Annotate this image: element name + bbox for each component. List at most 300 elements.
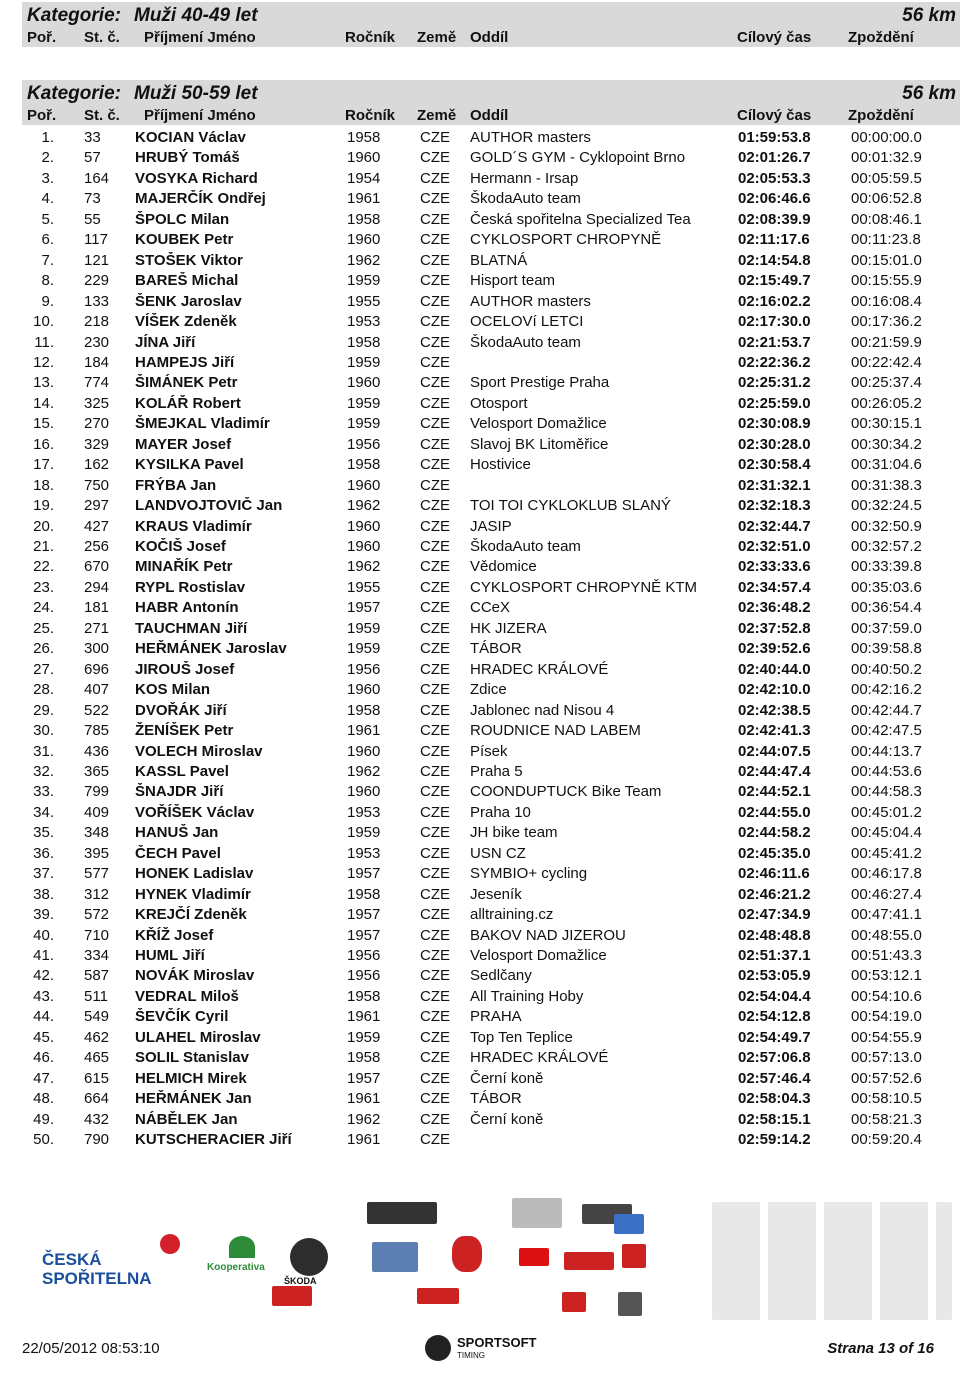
- finish-time: 02:54:12.8: [738, 1008, 811, 1026]
- position: 25.: [33, 619, 54, 637]
- country: CZE: [420, 967, 450, 985]
- time-behind: 00:30:34.2: [851, 435, 922, 453]
- start-number: 577: [84, 865, 110, 883]
- start-number: 256: [84, 538, 110, 555]
- country: CZE: [420, 1110, 450, 1128]
- category-band-2: [22, 80, 960, 125]
- club: All Training Hoby: [470, 987, 584, 1005]
- club: OCELOVí LETCI: [470, 313, 584, 331]
- finish-time: 02:57:06.8: [738, 1049, 811, 1067]
- print-datetime: 22/05/2012 08:53:10: [22, 1340, 160, 1357]
- birth-year: 1958: [347, 333, 381, 351]
- birth-year: 1959: [347, 272, 381, 290]
- time-behind: 00:33:39.8: [851, 558, 922, 576]
- start-number: 334: [84, 947, 110, 964]
- position: 19.: [33, 497, 54, 515]
- country: CZE: [420, 906, 450, 924]
- start-number: 57: [84, 149, 101, 167]
- table-row: [0, 435, 960, 456]
- start-number: 785: [84, 722, 110, 740]
- col-header-name: Příjmení Jméno: [144, 107, 256, 124]
- athlete-name: TAUCHMAN Jiří: [135, 619, 248, 637]
- club: Hostivice: [470, 456, 531, 474]
- club: Hermann - Irsap: [470, 169, 579, 187]
- finish-time: 02:21:53.7: [738, 333, 811, 351]
- finish-time: 02:54:49.7: [738, 1028, 811, 1046]
- finish-time: 02:42:41.3: [738, 722, 811, 740]
- col-header-name: Příjmení Jméno: [144, 29, 256, 46]
- position: 18.: [33, 476, 54, 494]
- club: Praha 10: [470, 803, 531, 821]
- category-band-1: [22, 2, 960, 47]
- position: 5.: [41, 210, 54, 228]
- start-number: 750: [84, 476, 110, 494]
- time-behind: 00:42:16.2: [851, 681, 922, 699]
- birth-year: 1959: [347, 640, 381, 658]
- finish-time: 02:16:02.2: [738, 292, 811, 310]
- time-behind: 00:42:47.5: [851, 722, 922, 740]
- sportsoft-logo: SPORTSOFT TIMING: [425, 1333, 535, 1367]
- start-number: 407: [84, 681, 110, 699]
- finish-time: 01:59:53.8: [738, 129, 811, 146]
- table-row: [0, 517, 960, 538]
- table-row: [0, 823, 960, 844]
- club: HK JIZERA: [470, 619, 547, 637]
- country: CZE: [420, 803, 450, 821]
- birth-year: 1957: [347, 865, 381, 883]
- birth-year: 1956: [347, 967, 381, 985]
- finish-time: 02:30:28.0: [738, 435, 811, 453]
- club: USN CZ: [470, 844, 526, 862]
- birth-year: 1956: [347, 947, 381, 964]
- athlete-name: VOSYKA Richard: [135, 169, 258, 187]
- athlete-name: LANDVOJTOVIČ Jan: [135, 497, 283, 515]
- club: ŠkodaAuto team: [470, 333, 581, 351]
- athlete-name: ŽENÍŠEK Petr: [135, 722, 234, 740]
- club: Zdice: [470, 681, 507, 699]
- club: Česká spořitelna Specialized Tea: [470, 210, 691, 228]
- country: CZE: [420, 374, 450, 392]
- country: CZE: [420, 435, 450, 453]
- table-row: [0, 414, 960, 435]
- col-header-cas: Cílový čas: [737, 107, 812, 124]
- position: 22.: [33, 558, 54, 576]
- athlete-name: HONEK Ladislav: [135, 865, 254, 883]
- table-row: [0, 128, 960, 149]
- table-row: [0, 210, 960, 231]
- time-behind: 00:48:55.0: [851, 926, 922, 944]
- position: 28.: [33, 681, 54, 699]
- club: CCeX: [470, 599, 511, 617]
- country: CZE: [420, 824, 450, 842]
- athlete-name: HAMPEJS Jiří: [135, 353, 235, 371]
- country: CZE: [420, 149, 450, 167]
- time-behind: 00:21:59.9: [851, 333, 922, 351]
- athlete-name: KREJČÍ Zdeněk: [135, 906, 247, 924]
- athlete-name: NÁBĚLEK Jan: [135, 1110, 238, 1128]
- club: GOLD´S GYM - Cyklopoint Brno: [470, 149, 686, 167]
- start-number: 73: [84, 190, 101, 208]
- position: 7.: [41, 251, 54, 269]
- time-behind: 00:37:59.0: [851, 619, 922, 637]
- start-number: 670: [84, 558, 110, 576]
- country: CZE: [420, 353, 450, 371]
- athlete-name: VÍŠEK Zdeněk: [135, 313, 237, 331]
- time-behind: 00:15:01.0: [851, 251, 922, 269]
- country: CZE: [420, 578, 450, 596]
- sponsor-logo-10: [562, 1292, 586, 1312]
- finish-time: 02:44:58.2: [738, 824, 811, 842]
- finish-time: 02:11:17.6: [738, 231, 810, 249]
- table-row: [0, 701, 960, 722]
- table-row: [0, 782, 960, 803]
- country: CZE: [420, 129, 450, 146]
- position: 2.: [41, 149, 54, 167]
- table-row: [0, 312, 960, 333]
- finish-time: 02:37:52.8: [738, 619, 811, 637]
- club: CYKLOSPORT CHROPYNĚ: [470, 231, 662, 249]
- col-header-oddil: Oddíl: [470, 29, 509, 46]
- finish-time: 02:40:44.0: [738, 660, 811, 678]
- country: CZE: [420, 558, 450, 576]
- athlete-name: KUTSCHERACIER Jiří: [135, 1131, 292, 1149]
- finish-time: 02:32:18.3: [738, 497, 811, 515]
- position: 48.: [33, 1090, 54, 1108]
- position: 14.: [33, 394, 54, 412]
- athlete-name: DVOŘÁK Jiří: [135, 701, 227, 719]
- sponsor-logo-grid: [712, 1202, 952, 1320]
- table-row: [0, 926, 960, 947]
- athlete-name: ŠEVČÍK Cyril: [135, 1008, 229, 1026]
- birth-year: 1961: [347, 1090, 381, 1108]
- position: 34.: [33, 803, 54, 821]
- athlete-name: HRUBÝ Tomáš: [135, 149, 240, 167]
- position: 37.: [33, 865, 54, 883]
- country: CZE: [420, 272, 450, 290]
- birth-year: 1959: [347, 824, 381, 842]
- finish-time: 02:32:51.0: [738, 538, 811, 555]
- athlete-name: HELMICH Mirek: [135, 1069, 247, 1087]
- birth-year: 1960: [347, 374, 381, 392]
- birth-year: 1958: [347, 885, 381, 903]
- table-row: [0, 1089, 960, 1110]
- time-behind: 00:44:58.3: [851, 783, 922, 801]
- club: TOI TOI CYKLOKLUB SLANÝ: [470, 497, 671, 515]
- col-header-zeme: Země: [417, 107, 457, 124]
- time-behind: 00:16:08.4: [851, 292, 922, 310]
- athlete-name: JÍNA Jiří: [135, 333, 196, 351]
- club: BLATNÁ: [470, 251, 528, 269]
- start-number: 427: [84, 517, 110, 535]
- finish-time: 02:44:47.4: [738, 762, 811, 780]
- country: CZE: [420, 517, 450, 535]
- birth-year: 1961: [347, 1008, 381, 1026]
- table-row: [0, 271, 960, 292]
- finish-time: 02:44:07.5: [738, 742, 811, 760]
- birth-year: 1953: [347, 803, 381, 821]
- col-header-rocnik: Ročník: [345, 107, 396, 124]
- time-behind: 00:44:13.7: [851, 742, 922, 760]
- club: JASIP: [470, 517, 512, 535]
- athlete-name: NOVÁK Miroslav: [135, 967, 255, 985]
- club: Hisport team: [470, 272, 556, 290]
- time-behind: 00:30:15.1: [851, 415, 922, 433]
- athlete-name: ČECH Pavel: [135, 844, 221, 862]
- club: TÁBOR: [470, 640, 522, 658]
- start-number: 348: [84, 824, 110, 842]
- time-behind: 00:17:36.2: [851, 313, 922, 331]
- finish-time: 02:17:30.0: [738, 313, 811, 331]
- skoda-logo: ŠKODA: [284, 1238, 334, 1288]
- athlete-name: MAJERČÍK Ondřej: [135, 190, 266, 208]
- birth-year: 1953: [347, 313, 381, 331]
- table-row: [0, 189, 960, 210]
- table-row: [0, 803, 960, 824]
- club: ŠkodaAuto team: [470, 538, 581, 555]
- position: 12.: [33, 353, 54, 371]
- birth-year: 1959: [347, 415, 381, 433]
- finish-time: 02:06:46.6: [738, 190, 811, 208]
- start-number: 329: [84, 435, 110, 453]
- sponsor-logo-5: [512, 1198, 562, 1228]
- sponsor-logo-11: [618, 1292, 642, 1316]
- sponsor-logo-4: [417, 1288, 459, 1304]
- birth-year: 1962: [347, 762, 381, 780]
- club: Velosport Domažlice: [470, 415, 607, 433]
- time-behind: 00:45:04.4: [851, 824, 922, 842]
- birth-year: 1960: [347, 149, 381, 167]
- club: TÁBOR: [470, 1090, 522, 1108]
- birth-year: 1962: [347, 497, 381, 515]
- sponsor-logo-3: [272, 1286, 312, 1306]
- athlete-name: HEŘMÁNEK Jaroslav: [135, 640, 287, 658]
- country: CZE: [420, 762, 450, 780]
- time-behind: 00:44:53.6: [851, 762, 922, 780]
- finish-time: 02:22:36.2: [738, 353, 811, 371]
- time-behind: 00:58:21.3: [851, 1110, 922, 1128]
- athlete-name: ULAHEL Miroslav: [135, 1028, 261, 1046]
- birth-year: 1957: [347, 906, 381, 924]
- country: CZE: [420, 1131, 450, 1149]
- club: Top Ten Teplice: [470, 1028, 573, 1046]
- table-row: [0, 844, 960, 865]
- birth-year: 1961: [347, 1131, 381, 1149]
- birth-year: 1960: [347, 783, 381, 801]
- table-row: [0, 373, 960, 394]
- table-row: [0, 680, 960, 701]
- kooperativa-logo: Kooperativa: [207, 1236, 277, 1284]
- category-name: Muži 40-49 let: [134, 5, 258, 26]
- position: 38.: [33, 885, 54, 903]
- sponsor-logo-7: [564, 1252, 614, 1270]
- start-number: 229: [84, 272, 110, 290]
- start-number: 549: [84, 1008, 110, 1026]
- time-behind: 00:46:17.8: [851, 865, 922, 883]
- position: 32.: [33, 762, 54, 780]
- finish-time: 02:51:37.1: [738, 947, 811, 964]
- finish-time: 02:01:26.7: [738, 149, 811, 167]
- country: CZE: [420, 476, 450, 494]
- country: CZE: [420, 190, 450, 208]
- birth-year: 1960: [347, 681, 381, 699]
- position: 20.: [33, 517, 54, 535]
- table-row: [0, 353, 960, 374]
- finish-time: 02:57:46.4: [738, 1069, 811, 1087]
- category-label: Kategorie:: [27, 5, 121, 26]
- country: CZE: [420, 538, 450, 555]
- table-row: [0, 230, 960, 251]
- time-behind: 00:40:50.2: [851, 660, 922, 678]
- start-number: 587: [84, 967, 110, 985]
- club: Písek: [470, 742, 508, 760]
- position: 39.: [33, 906, 54, 924]
- birth-year: 1957: [347, 599, 381, 617]
- birth-year: 1958: [347, 701, 381, 719]
- country: CZE: [420, 701, 450, 719]
- position: 43.: [33, 987, 54, 1005]
- sponsor-logos: [22, 1188, 960, 1328]
- start-number: 395: [84, 844, 110, 862]
- country: CZE: [420, 844, 450, 862]
- start-number: 465: [84, 1049, 110, 1067]
- athlete-name: KOS Milan: [135, 681, 211, 699]
- finish-time: 02:54:04.4: [738, 987, 811, 1005]
- table-row: [0, 905, 960, 926]
- birth-year: 1956: [347, 660, 381, 678]
- athlete-name: KYSILKA Pavel: [135, 456, 244, 474]
- start-number: 522: [84, 701, 110, 719]
- category-distance: 56 km: [902, 5, 956, 26]
- birth-year: 1955: [347, 292, 381, 310]
- table-row: [0, 537, 960, 558]
- finish-time: 02:53:05.9: [738, 967, 811, 985]
- position: 10.: [33, 313, 54, 331]
- time-behind: 00:32:57.2: [851, 538, 922, 555]
- country: CZE: [420, 169, 450, 187]
- time-behind: 00:59:20.4: [851, 1131, 922, 1149]
- club: AUTHOR masters: [470, 129, 591, 146]
- finish-time: 02:42:38.5: [738, 701, 811, 719]
- table-row: [0, 148, 960, 169]
- time-behind: 00:36:54.4: [851, 599, 922, 617]
- time-behind: 00:15:55.9: [851, 272, 922, 290]
- birth-year: 1959: [347, 394, 381, 412]
- time-behind: 00:31:04.6: [851, 456, 922, 474]
- athlete-name: VOLECH Miroslav: [135, 742, 263, 760]
- time-behind: 00:51:43.3: [851, 947, 922, 964]
- country: CZE: [420, 1069, 450, 1087]
- club: ŠkodaAuto team: [470, 190, 581, 208]
- position: 29.: [33, 701, 54, 719]
- start-number: 55: [84, 210, 101, 228]
- time-behind: 00:58:10.5: [851, 1090, 922, 1108]
- birth-year: 1960: [347, 742, 381, 760]
- time-behind: 00:53:12.1: [851, 967, 922, 985]
- time-behind: 00:06:52.8: [851, 190, 922, 208]
- finish-time: 02:42:10.0: [738, 681, 811, 699]
- position: 31.: [33, 742, 54, 760]
- start-number: 664: [84, 1090, 110, 1108]
- time-behind: 00:57:13.0: [851, 1049, 922, 1067]
- start-number: 432: [84, 1110, 110, 1128]
- athlete-name: HYNEK Vladimír: [135, 885, 251, 903]
- birth-year: 1960: [347, 517, 381, 535]
- finish-time: 02:32:44.7: [738, 517, 811, 535]
- club: Praha 5: [470, 762, 523, 780]
- start-number: 572: [84, 906, 110, 924]
- table-row: [0, 987, 960, 1008]
- finish-time: 02:44:52.1: [738, 783, 811, 801]
- category-name: Muži 50-59 let: [134, 83, 258, 104]
- position: 36.: [33, 844, 54, 862]
- time-behind: 00:01:32.9: [851, 149, 922, 167]
- club: Černí koně: [470, 1110, 544, 1128]
- table-row: [0, 721, 960, 742]
- country: CZE: [420, 660, 450, 678]
- start-number: 162: [84, 456, 110, 474]
- sponsor-logo-2: [372, 1242, 418, 1272]
- col-header-zpozdeni: Zpoždění: [848, 29, 914, 46]
- time-behind: 00:42:44.7: [851, 701, 922, 719]
- birth-year: 1958: [347, 987, 381, 1005]
- finish-time: 02:45:35.0: [738, 844, 811, 862]
- club: JH bike team: [470, 824, 558, 842]
- athlete-name: RYPL Rostislav: [135, 578, 246, 596]
- birth-year: 1960: [347, 231, 381, 249]
- country: CZE: [420, 987, 450, 1005]
- table-row: [0, 598, 960, 619]
- country: CZE: [420, 599, 450, 617]
- start-number: 325: [84, 394, 110, 412]
- country: CZE: [420, 722, 450, 740]
- athlete-name: MAYER Josef: [135, 435, 232, 453]
- position: 21.: [33, 538, 54, 555]
- start-number: 774: [84, 374, 110, 392]
- athlete-name: HEŘMÁNEK Jan: [135, 1090, 252, 1108]
- club: SYMBIO+ cycling: [470, 865, 588, 883]
- start-number: 33: [84, 129, 101, 146]
- start-number: 133: [84, 292, 110, 310]
- position: 50.: [33, 1131, 54, 1149]
- birth-year: 1960: [347, 476, 381, 494]
- country: CZE: [420, 681, 450, 699]
- time-behind: 00:54:55.9: [851, 1028, 922, 1046]
- country: CZE: [420, 333, 450, 351]
- birth-year: 1953: [347, 844, 381, 862]
- finish-time: 02:46:11.6: [738, 865, 810, 883]
- col-header-st: St. č.: [84, 29, 120, 46]
- start-number: 218: [84, 313, 110, 331]
- position: 13.: [33, 374, 54, 392]
- start-number: 230: [84, 333, 110, 351]
- club: ROUDNICE NAD LABEM: [470, 722, 641, 740]
- athlete-name: KOČIŠ Josef: [135, 538, 226, 555]
- finish-time: 02:59:14.2: [738, 1131, 811, 1149]
- birth-year: 1954: [347, 169, 381, 187]
- athlete-name: JIROUŠ Josef: [135, 660, 235, 678]
- position: 16.: [33, 435, 54, 453]
- athlete-name: KŘÍŽ Josef: [135, 926, 214, 944]
- position: 35.: [33, 824, 54, 842]
- athlete-name: ŠNAJDR Jiří: [135, 783, 224, 801]
- finish-time: 02:30:58.4: [738, 456, 811, 474]
- country: CZE: [420, 640, 450, 658]
- club: Jeseník: [470, 885, 522, 903]
- position: 45.: [33, 1028, 54, 1046]
- start-number: 696: [84, 660, 110, 678]
- position: 46.: [33, 1049, 54, 1067]
- table-row: [0, 1130, 960, 1151]
